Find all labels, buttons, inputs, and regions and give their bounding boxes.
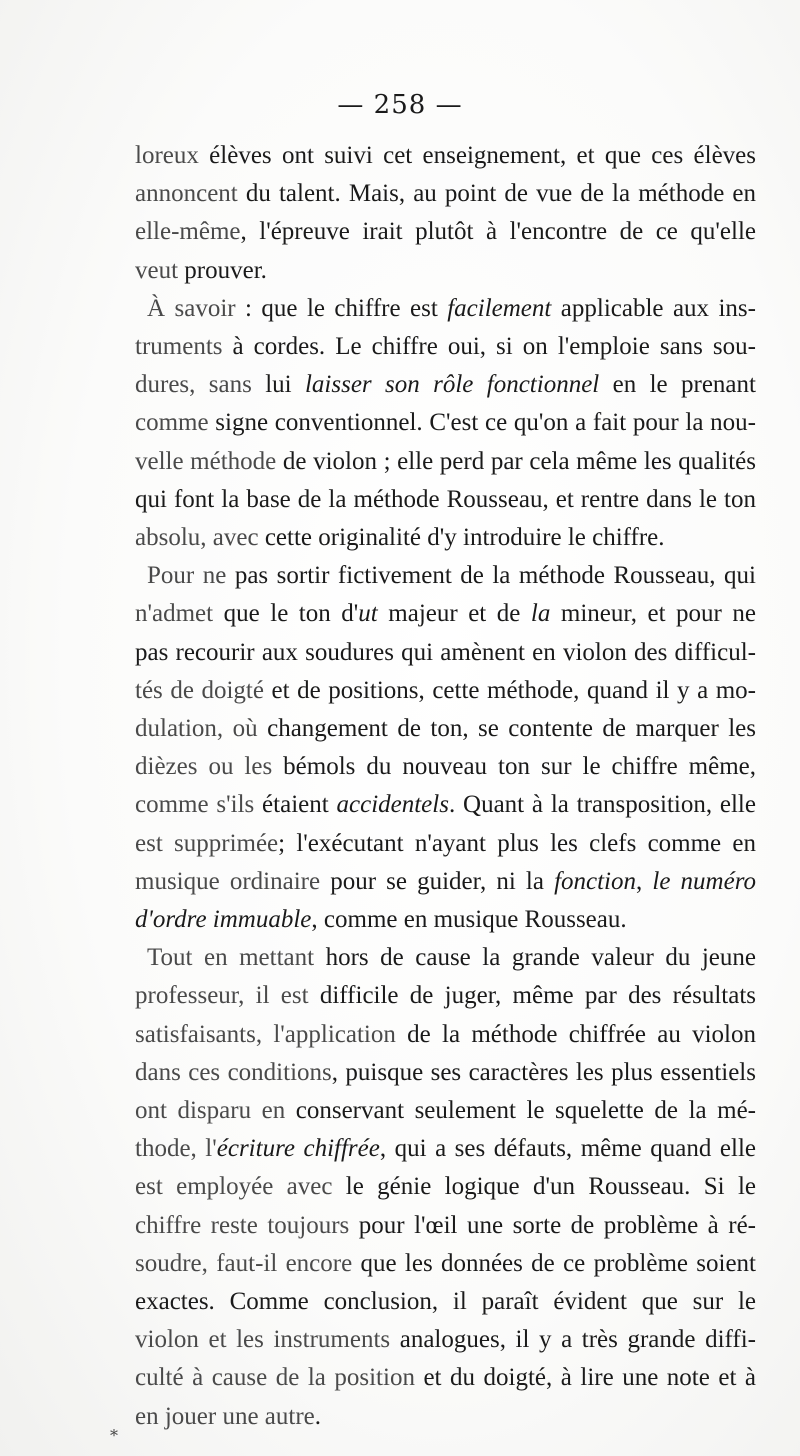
text-line — [135, 634, 756, 672]
text-segment: pas recourir aux soudures qui amènent en violon des difficul- — [135, 639, 756, 666]
text-segment: du talent. Mais, au point de vue de la méthode en — [237, 180, 756, 207]
text-segment: comme s'ils — [135, 791, 255, 818]
text-line — [135, 1321, 756, 1359]
text-segment: . — [314, 1403, 322, 1430]
text-segment: exactes. Comme conclusion, il paraît évident que sur le — [135, 1288, 756, 1315]
italic-text: d'ordre immuable — [135, 906, 312, 933]
text-line — [135, 1168, 756, 1206]
text-segment: de violon ; elle perd par cela même les qualités — [276, 448, 756, 475]
text-segment: culté à cause de la position — [135, 1364, 415, 1391]
italic-text: ut — [358, 600, 378, 627]
text-segment: et du doigté, à lire une note et à — [414, 1364, 756, 1391]
text-line — [135, 1054, 756, 1092]
text-segment: violon et les instruments — [135, 1326, 391, 1353]
text-segment: bémols du nouveau ton sur le chiffre même, — [272, 753, 756, 780]
footer-mark: * — [110, 1426, 118, 1445]
text-segment: loreux — [135, 142, 199, 169]
text-segment: chiffre reste toujours — [135, 1212, 350, 1239]
text-segment: élèves ont suivi cet enseignement, et que ces élèves — [198, 142, 756, 169]
text-segment: musique ordinaire — [135, 868, 321, 895]
text-line — [135, 175, 756, 213]
text-segment: velle méthode — [135, 448, 277, 475]
text-segment: veut — [135, 257, 179, 284]
text-segment: est employée avec — [135, 1173, 333, 1200]
text-segment: mineur, et pour ne — [550, 600, 756, 627]
text-segment: dans ces conditions — [135, 1059, 332, 1086]
page-number: — 258 — — [337, 90, 463, 120]
text-segment: pour l'œil une sorte de problème à ré- — [349, 1212, 756, 1239]
text-line — [135, 786, 756, 824]
text-segment: lui — [251, 371, 305, 398]
text-segment: dièzes ou les — [135, 753, 273, 780]
text-line — [147, 939, 756, 977]
text-line — [135, 672, 756, 710]
text-segment: hors de cause la grande valeur du jeune — [314, 944, 756, 971]
text-line — [135, 213, 756, 251]
text-segment: qui font la base de la méthode Rousseau, et rentre dans le ton — [135, 486, 756, 513]
italic-text: accidentels — [336, 791, 449, 818]
text-line — [135, 1245, 756, 1283]
text-segment: dures, sans — [135, 371, 252, 398]
text-segment: de la méthode chiffrée au violon — [395, 1021, 756, 1048]
text-segment: ; l'exécutant n'ayant plus les clefs comme en — [278, 830, 756, 857]
text-line — [135, 901, 756, 939]
text-segment: conservant seulement le squelette de la mé- — [285, 1097, 756, 1124]
italic-text: la — [530, 600, 551, 627]
text-segment: difficile de juger, même par des résultats — [308, 982, 756, 1009]
text-segment: le génie logique d'un Rousseau. Si le — [332, 1173, 756, 1200]
text-segment: changement de ton, se contente de marquer les — [257, 715, 756, 742]
text-segment: soudre, faut-il encore — [135, 1250, 353, 1277]
text-segment: , qui a ses défauts, même quand elle — [379, 1135, 756, 1162]
text-segment: elle-même — [135, 218, 241, 245]
text-line — [135, 863, 756, 901]
text-segment: cette originalité d'y introduire le chiffre. — [258, 524, 665, 551]
text-line — [135, 1130, 756, 1168]
text-line — [135, 1016, 756, 1054]
text-line — [135, 252, 756, 290]
text-line — [135, 481, 756, 519]
text-segment: professeur, il est — [135, 982, 309, 1009]
text-segment: que les données de ce problème soient — [352, 1250, 756, 1277]
italic-text: fonction — [554, 868, 636, 895]
text-segment: analogues, il y a très grande diffi- — [390, 1326, 756, 1353]
text-line — [135, 977, 756, 1015]
text-segment: applicable aux ins- — [551, 295, 756, 322]
text-segment: . Quant à la transposition, elle — [448, 791, 756, 818]
text-segment: dulation, où — [135, 715, 258, 742]
text-line — [135, 366, 756, 404]
text-segment: , puisque ses caractères les plus essentiels — [331, 1059, 756, 1086]
text-segment: n'admet — [135, 600, 214, 627]
text-segment: est supprimée — [135, 830, 279, 857]
text-segment: pas sortir fictivement de la méthode Rousseau, qui — [226, 562, 756, 589]
text-line — [135, 404, 756, 442]
text-segment: , — [636, 868, 653, 895]
text-segment: satisfaisants, l'application — [135, 1021, 396, 1048]
text-segment: signe conventionnel. C'est ce qu'on a fait pour la nou- — [208, 409, 756, 436]
italic-text: écriture chiffrée — [216, 1135, 380, 1162]
text-segment: prouver. — [178, 257, 267, 284]
text-segment: en le prenant — [599, 371, 756, 398]
text-segment: annoncent — [135, 180, 238, 207]
text-line — [135, 1092, 756, 1130]
text-segment: et de positions, cette méthode, quand il y a mo- — [263, 677, 756, 704]
text-line — [147, 557, 756, 595]
italic-text: le numéro — [652, 868, 756, 895]
text-line — [135, 137, 756, 175]
text-segment: à cordes. Le chiffre oui, si on l'emploie sans sou- — [222, 333, 756, 360]
text-segment: , comme en musique Rousseau. — [311, 906, 627, 933]
text-line — [135, 1283, 756, 1321]
text-segment: ont disparu en — [135, 1097, 286, 1124]
text-segment: thode, l' — [135, 1135, 217, 1162]
text-segment: Tout en mettant — [147, 944, 315, 971]
text-line — [135, 825, 756, 863]
text-line — [135, 443, 756, 481]
text-segment: majeur et de — [377, 600, 531, 627]
text-line — [135, 1207, 756, 1245]
text-line — [135, 748, 756, 786]
text-segment: absolu, avec — [135, 524, 259, 551]
text-segment: truments — [135, 333, 223, 360]
text-segment: pour se guider, ni la — [320, 868, 555, 895]
text-line — [147, 290, 756, 328]
text-segment: Pour ne — [147, 562, 227, 589]
italic-text: facilement — [447, 295, 552, 322]
italic-text: laisser son rôle fonctionnel — [304, 371, 600, 398]
text-segment: que le ton d' — [213, 600, 359, 627]
text-segment: : que le chiffre est — [235, 295, 448, 322]
text-segment: en jouer une autre — [135, 1403, 315, 1430]
text-line — [135, 595, 756, 633]
text-segment: À savoir — [147, 295, 236, 322]
text-line — [135, 519, 756, 557]
text-segment: comme — [135, 409, 209, 436]
text-segment: tés de doigté — [135, 677, 264, 704]
text-line — [135, 710, 756, 748]
text-line — [135, 328, 756, 366]
text-line — [135, 1398, 756, 1436]
text-segment: étaient — [254, 791, 337, 818]
text-line — [135, 1359, 756, 1397]
text-segment: , l'épreuve irait plutôt à l'encontre de ce qu'elle — [240, 218, 756, 245]
